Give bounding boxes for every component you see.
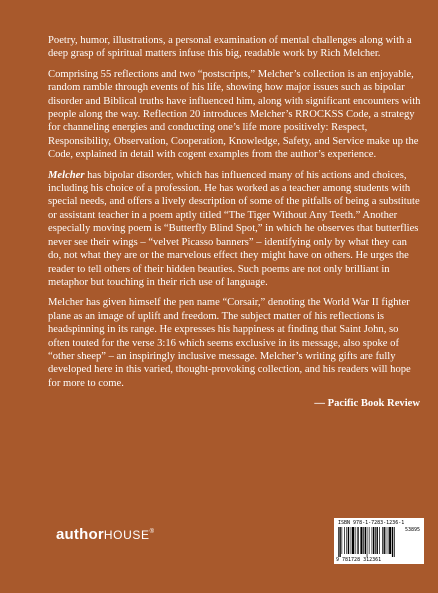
barcode-bar: [351, 527, 352, 554]
barcode-bar: [394, 527, 395, 557]
barcode-bar: [363, 527, 364, 554]
blurb-paragraph-1: Poetry, humor, illustrations, a personal examination of mental challenges along with a deep grasp of spiritual matters infuse this big, readable work by Rich Melcher.: [48, 35, 412, 60]
barcode-bar: [360, 527, 362, 554]
blurb-text: [48, 34, 422, 411]
barcode-bar: [386, 527, 387, 554]
barcode-bars: [338, 527, 420, 557]
registered-mark: ®: [149, 529, 155, 535]
barcode-bar: [342, 527, 343, 554]
barcode-bar: [384, 527, 385, 554]
blurb-paragraph-2: Comprising 55 reflections and two “postscripts,” Melcher’s collection is an enjoyable, random ramble through events of his life, showing how major issues such as bipolar disorder and Biblical truths have influenced him, along with significant encounters with people along the way. Reflection 20 introduces Melcher’s RROCKSS Code, a strategy for channeling energies and conducting one’s life more positively: Respect, Responsibility, Observation, Cooperation, Knowledge, Safety, and Service make up the Code, explained in detail with cogent examples from the author’s experience.: [48, 68, 421, 161]
barcode-bar: [377, 527, 378, 554]
author-name-emphasis: Melcher: [48, 169, 85, 181]
barcode-bar: [346, 527, 347, 554]
isbn-number: ISBN 978-1-7283-1236-1: [338, 520, 405, 526]
barcode-bar: [339, 527, 340, 557]
publisher-logo: [56, 526, 154, 543]
review-attribution: — Pacific Book Review: [314, 398, 420, 410]
blurb-paragraph-3: [48, 169, 422, 290]
barcode-bar: [379, 527, 380, 554]
barcode-bar: [388, 527, 389, 554]
ean-number: 9 781728 312361: [336, 557, 382, 563]
barcode-bar: [375, 527, 376, 554]
blurb-paragraph-3-body: has bipolar disorder, which has influenced many of his actions and choices, including his choice of a profession. He has worked as a teacher among students with special needs, and offers a lively description of some of the pitfalls of being a substitute or assistant teacher in a poem aptly titled “The Tiger Without Any Teeth.” Another especially moving poem is “Butterfly Blind Spot,” in which he observes that butterflies never see their wings – “velvet Picasso banners” – identifying only by what they can do, not what they are or the marvelous effect they might have on others. He urges the reader to tell others of their hidden beauties. Such poems are not only brilliant in metaphor but touching in their rich use of language.: [48, 169, 420, 288]
publisher-logo-author: author: [56, 526, 104, 543]
blurb-paragraph-4: Melcher has given himself the pen name “Corsair,” denoting the World War II fighter plane as an image of uplift and freedom. The subject matter of his reflections is headspinning in its range. He expresses his happiness at finding that Saint John, so often touted for the verse 3:16 which seems exclusive in its message, also spoke of “other sheep” – an inspiringly inclusive message. Melcher’s writing gifts are fully developed here in this varied, thought-provoking collection, and his readers will hope for more to come.: [48, 297, 411, 389]
barcode-bar: [365, 527, 366, 554]
barcode-bar: [369, 527, 370, 554]
barcode-bar: [348, 527, 349, 554]
barcode-bar: [338, 527, 339, 557]
barcode-bar: [367, 527, 368, 557]
barcode-bar: [344, 527, 345, 554]
barcode-bar: [392, 527, 393, 557]
barcode-bar: [389, 527, 391, 554]
publisher-logo-house: HOUSE: [103, 528, 150, 542]
barcode-bar: [352, 527, 354, 554]
price-addon-code: 53895: [404, 527, 420, 533]
barcode-bar: [372, 527, 373, 554]
isbn-barcode: [334, 518, 424, 564]
barcode-bar: [382, 527, 383, 554]
barcode-bar: [373, 527, 374, 554]
barcode-bar: [355, 527, 356, 554]
barcode-bar: [357, 527, 358, 554]
barcode-bar: [358, 527, 359, 554]
